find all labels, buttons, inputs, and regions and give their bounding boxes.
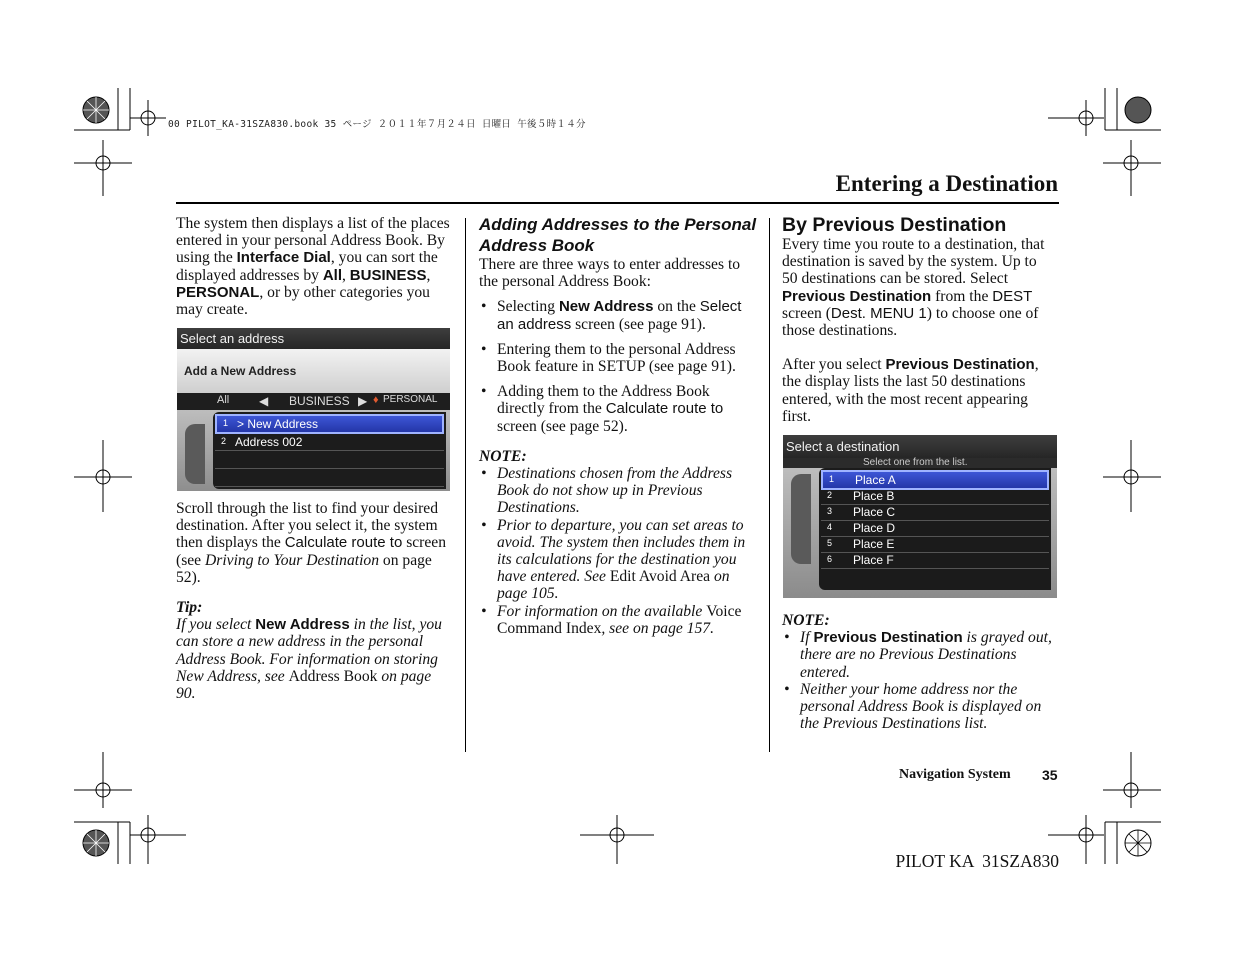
list-item: 5 Place E xyxy=(821,536,1049,553)
section-title: Entering a Destination xyxy=(835,171,1058,196)
model-code: PILOT KA 31SZA830 xyxy=(895,851,1059,871)
footer-section: Navigation System xyxy=(899,767,1011,782)
dial-knob xyxy=(185,424,205,484)
interface-dial-term: Interface Dial xyxy=(236,249,331,267)
list-item: • Neither your home address nor the personal Address Book is displayed on the Previous Destinations list. xyxy=(782,681,1056,733)
select-destination-screenshot xyxy=(783,435,1057,598)
after-select-paragraph: After you select Previous Destination, the display lists the last 50 destinations entered, with the most recent appearing first. xyxy=(782,356,1039,425)
scroll-paragraph: Scroll through the list to find your desired destination. After you select it, the system then displays the Calculate route to screen (see Driving to Your Destination on page 52). xyxy=(176,500,447,586)
list-item: 3 Place C xyxy=(821,504,1049,521)
filter-bar: All ◀ BUSINESS ▶ ♦ PERSONAL xyxy=(177,393,450,410)
previous-destination-heading: By Previous Destination xyxy=(782,214,1007,236)
list-item: • Entering them to the personal Address Book feature in SETUP (see page 91). xyxy=(479,341,757,375)
note-label: NOTE: xyxy=(782,612,830,629)
note-label: NOTE: xyxy=(479,447,527,465)
print-header-meta: 00 PILOT_KA-31SZA830.book 35 ページ ２０１１年７月２４日 日曜日 午後５時１４分 xyxy=(168,119,586,130)
screen-subtitle: Select one from the list. xyxy=(863,457,968,468)
arrow-right-icon: ▶ xyxy=(358,394,368,408)
column-3 xyxy=(782,214,1056,425)
previous-destination-paragraph: Every time you route to a destination, that destination is saved by the system. Up to 50 destinations can be stored. Select Previous Destination from the DEST screen (Dest. MENU 1) to choose one of those destinations. xyxy=(782,236,1045,340)
list-item: • Destinations chosen from the Address Book do not show up in Previous Destinations. xyxy=(479,465,757,517)
list-item: 2 Place B xyxy=(821,488,1049,505)
screen-title: Select a destination xyxy=(783,435,1057,458)
tip-label: Tip: xyxy=(176,599,203,617)
column-1 xyxy=(176,215,454,318)
list-item: 4 Place D xyxy=(821,520,1049,537)
list-item: 2 Address 002 xyxy=(215,434,444,451)
dial-knob xyxy=(791,474,811,564)
note-list xyxy=(479,465,757,637)
ways-list xyxy=(479,298,757,434)
tip-text: If you select New Address in the list, you can store a new address in the personal Address Book. For information on storing New Address, see Address Book on page 90. xyxy=(176,616,442,703)
column-divider xyxy=(465,218,466,752)
list-item: • Prior to departure, you can set areas to avoid. The system then includes them in its calculations for the destination you have entered. See Edit Avoid Area on page 105. xyxy=(479,517,757,603)
list-item: • Selecting New Address on the Select an address screen (see page 91). xyxy=(479,298,757,332)
page-number: 35 xyxy=(1042,767,1058,783)
list-item: 1 Place A xyxy=(821,470,1049,490)
arrow-left-icon: ◀ xyxy=(259,394,269,408)
column-divider xyxy=(769,218,770,752)
intro-paragraph: The system then displays a list of the places entered in your personal Address Book. By using the Interface Dial, you can sort the displayed addresses by All, BUSINESS, PERSONAL, or by other categories you may create. xyxy=(176,215,450,319)
list-item: 6 Place F xyxy=(821,552,1049,569)
adding-intro: There are three ways to enter addresses to the personal Address Book: xyxy=(479,256,741,291)
list-item: 1 > New Address xyxy=(215,414,444,434)
list-item xyxy=(215,470,444,487)
title-rule xyxy=(176,202,1059,204)
screen-title: Select an address xyxy=(177,328,450,349)
list-item xyxy=(215,452,444,469)
list-item: • If Previous Destination is grayed out, there are no Previous Destinations entered. xyxy=(782,629,1056,681)
column-2 xyxy=(479,214,757,637)
note-list xyxy=(782,629,1056,732)
list-item: • For information on the available Voice Command Index, see on page 157. xyxy=(479,603,757,637)
add-new-address-label: Add a New Address xyxy=(184,364,297,378)
select-address-screenshot xyxy=(177,328,450,491)
list-item: • Adding them to the Address Book directly from the Calculate route to screen (see page 52). xyxy=(479,383,757,435)
personal-icon: ♦ xyxy=(373,394,379,406)
adding-addresses-heading: Adding Addresses to the Personal Address Book xyxy=(479,215,757,255)
